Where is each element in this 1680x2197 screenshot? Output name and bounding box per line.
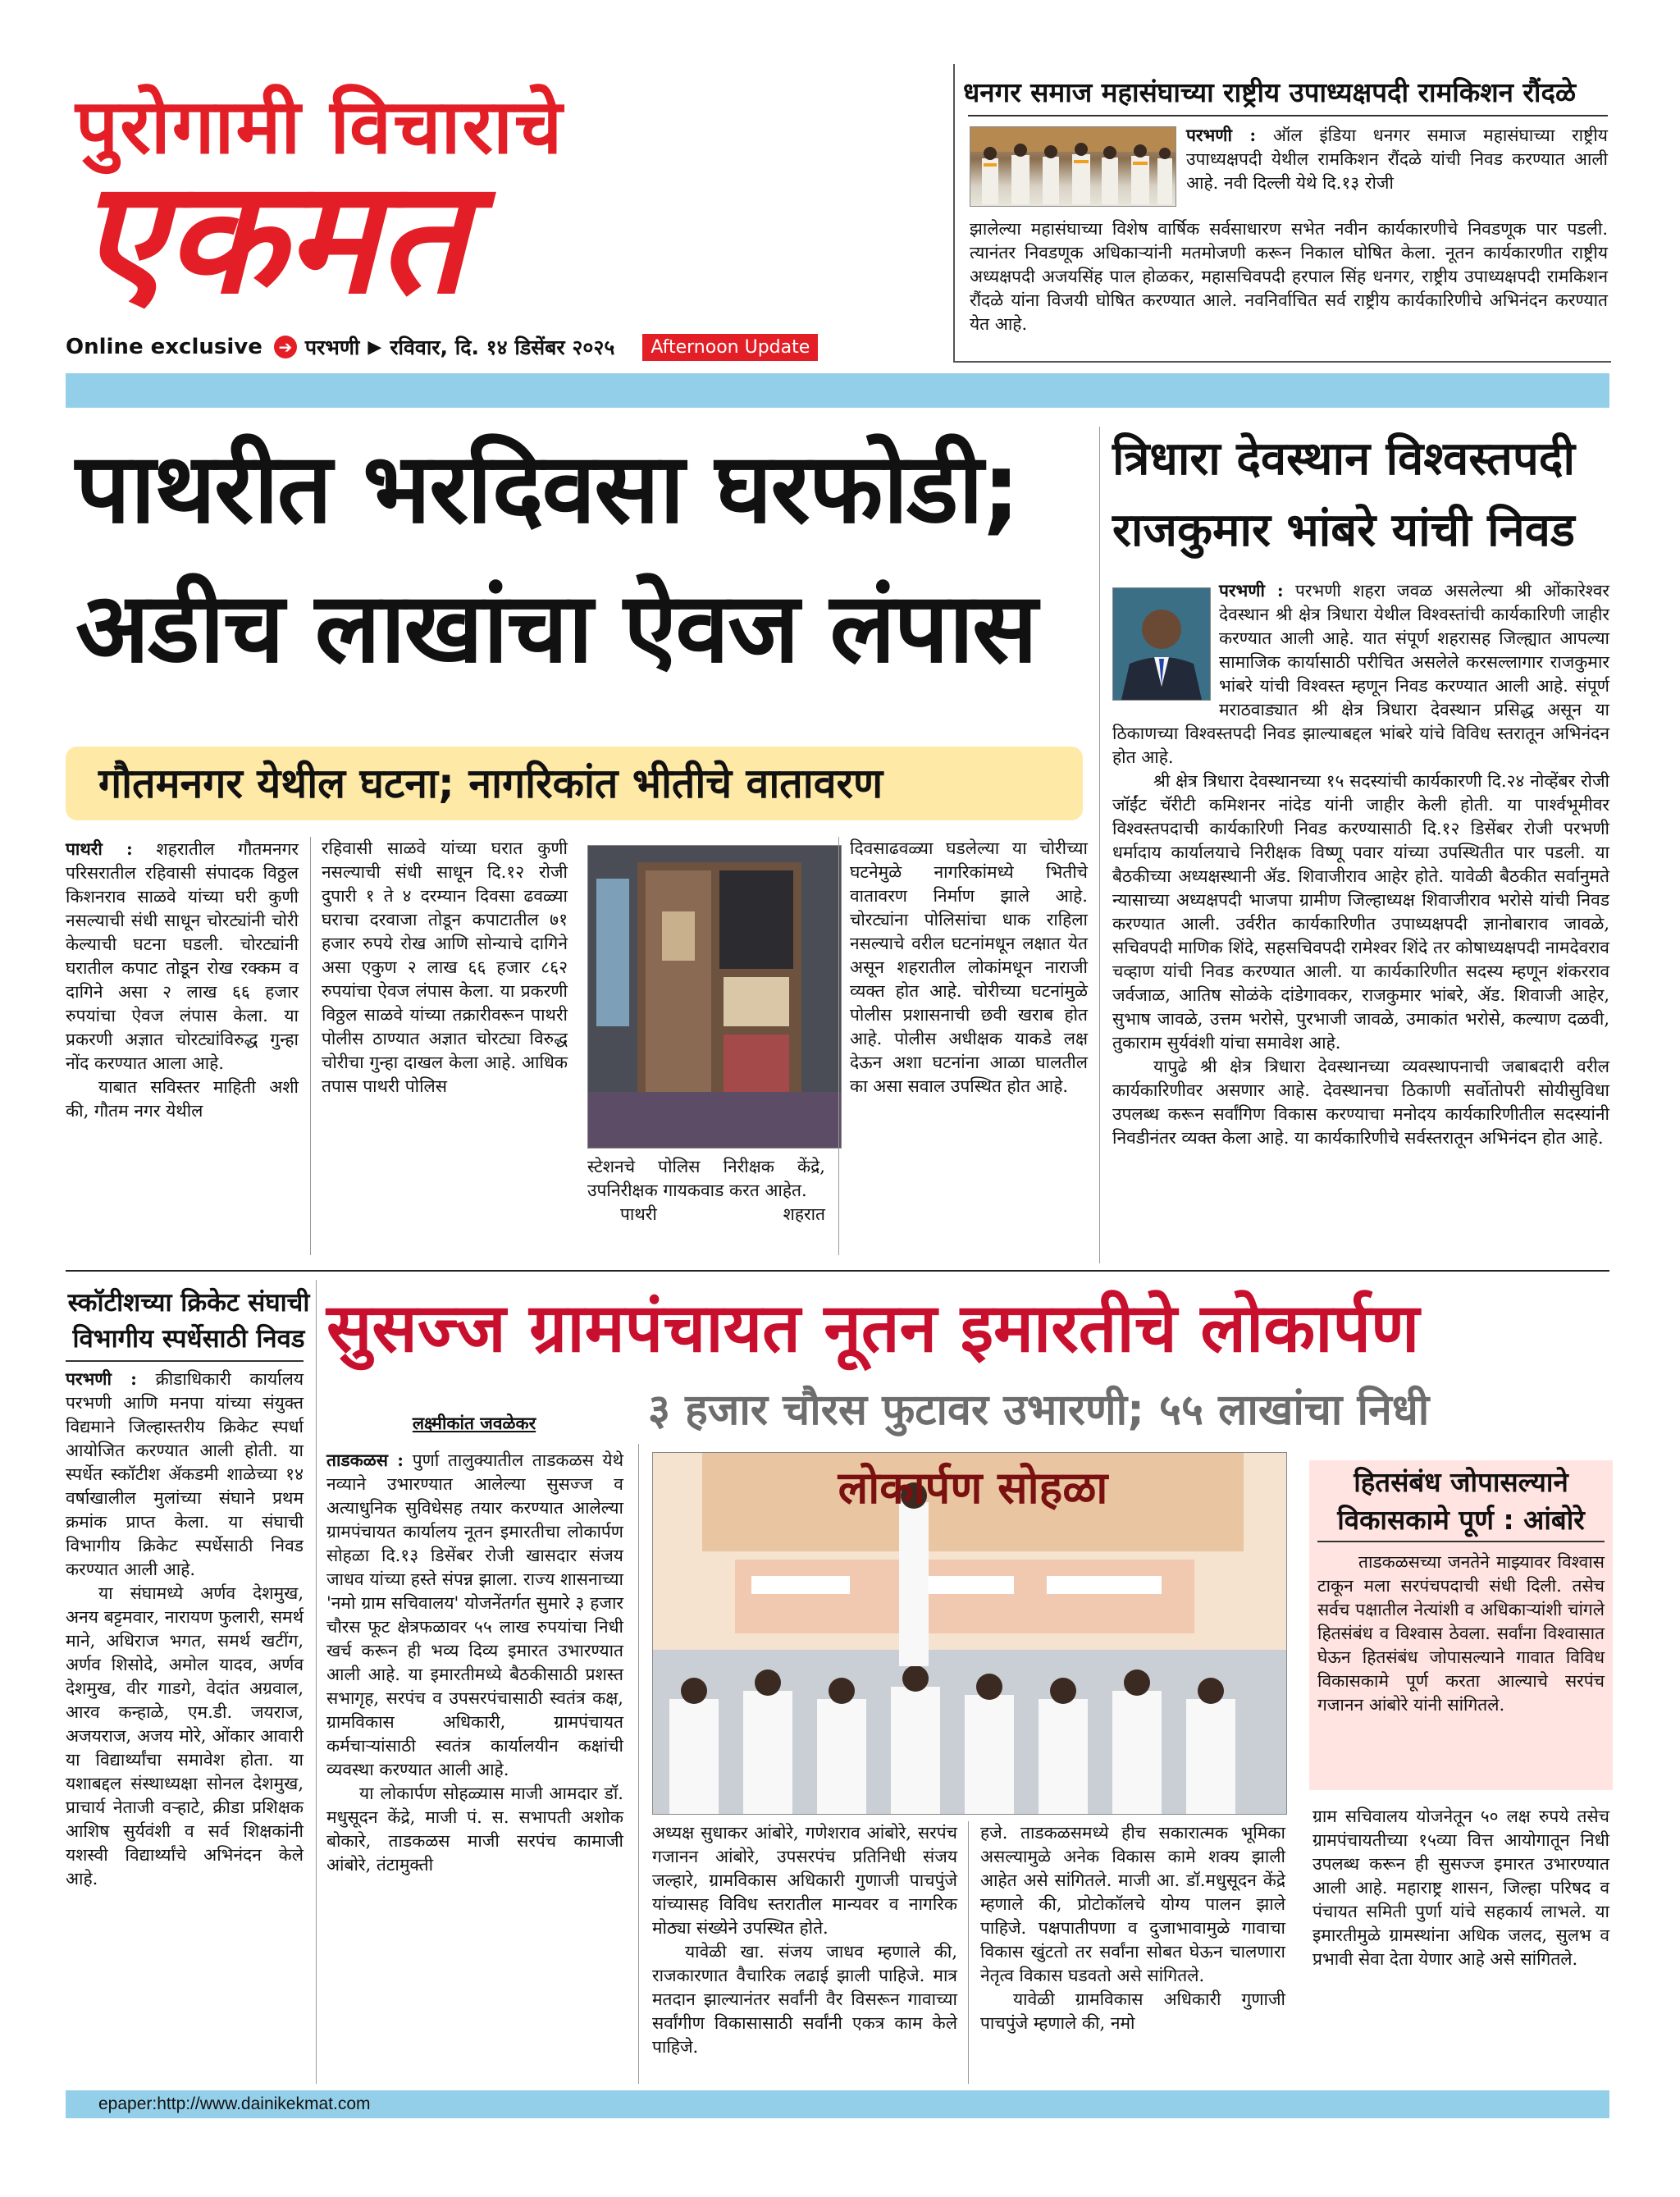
gram-col3b: यावेळी ग्रामविकास अधिकारी गुणाजी पाचपुंजे म्हणाले की, नमो — [980, 1989, 1285, 2033]
top-blue-bar — [66, 373, 1609, 408]
mid-separator — [66, 1270, 1609, 1272]
gram-headline: सुसज्ज ग्रामपंचायत नूतन इमारतीचे लोकार्पण — [326, 1290, 1420, 1368]
hit-headline — [1309, 1464, 1613, 1539]
tridhara-dateline: परभणी : — [1219, 580, 1284, 601]
cricket-body — [66, 1367, 304, 1891]
masthead-tagline: पुरोगामी विचाराचे — [75, 83, 564, 171]
main-col-4: दिवसाढवळ्या घडलेल्या या चोरीच्या घटनेमुळे नागरिकांमध्ये भितीचे वातावरण निर्माण झाले आहे. चोरट्यांना पोलिसांचा धाक राहिला नसल्याचे वरील घटनांमधून लक्षात येत असून शहरातील लोकांमधून नाराजी व्यक्त होत आहे. चोरीच्या घटनांमुळे पोलीस प्रशासनाची छवी खराब होत आहे. पोलीस अधीक्षक याकडे लक्ष देऊन अशा घटनांना आळा घालतील का असा सवाल उपस्थित होत आहे. — [850, 838, 1088, 1096]
edition-badge: Afternoon Update — [642, 334, 818, 361]
cricket-p2: या संघामध्ये अर्णव देशमुख, अनय बट्टमवार, नारायण फुलारी, समर्थ माने, अधिराज भगत, समर्थ खटींग, अर्णव शिसोदे, अमोल यादव, अर्णव देशमुख, वीर गाडगे, वेदांत अग्रवाल, आरव कन्हाळे, एम.डी. जयराज, अजयराज, अजय मोरे, ओंकार आवारी या विद्यार्थ्यांचा समावेश होता. या यशाबद्दल संस्थाध्यक्षा सोनल देशमुख, प्राचार्य नेताजी वऱ्हाटे, क्रीडा प्रशिक्षक आशिष सुर्यवंशी व सर्व शिक्षकांनी यशस्वी विद्यार्थ्यांचे अभिनंदन केले आहे. — [66, 1583, 304, 1889]
main-col1-text: शहरातील गौतमनगर परिसरातील रहिवासी संपादक विठ्ठल किशनराव साळवे यांच्या घरी कुणी नसल्याची संधी साधून चोरट्यांनी चोरी केल्याची घटना घडली. चोरट्यांनी घरातील कपाट तोडून रोख रक्कम व दागिने असा २ लाख ६६ हजार रुपयांचा ऐवज लंपास केला. या प्रकरणी अज्ञात चोरट्यांविरुद्ध गुन्हा नोंद करण्यात आला आहे. — [66, 839, 299, 1073]
tridhara-headline-1: त्रिधारा देवस्थान विश्वस्तपदी — [1112, 432, 1575, 486]
cricket-divider — [66, 1360, 304, 1362]
cricket-headline-1: स्कॉटीशच्या क्रिकेट संघाची — [67, 1288, 310, 1318]
cricket-headline-2: विभागीय स्पर्धेसाठी निवड — [72, 1324, 305, 1354]
main-col3-text: स्टेशनचे पोलिस निरीक्षक केंद्रे, उपनिरीक्षक गायकवाड करत आहेत. — [587, 1157, 825, 1200]
gram-col1-text: पुर्णा तालुक्यातील ताडकळस येथे नव्याने उभारण्यात आलेल्या सुसज्ज व अत्याधुनिक सुविधेसह तयार करण्यात आलेल्या ग्रामपंचायत कार्यालय नूतन इमारतीचा लोकार्पण सोहळा दि.१३ डिसेंबर रोजी खासदार संजय जाधव यांच्या हस्ते संपन्न झाला. राज्य शासनाच्या 'नमो ग्राम सचिवालय' योजनेंतर्गत सुमारे ३ हजार चौरस फूट क्षेत्रफळावर ५५ लाख रुपयांचा निधी खर्च करून ही भव्य दिव्य इमारत उभारण्यात आली आहे. या इमारतीमध्ये बैठकीसाठी प्रशस्त सभागृह, सरपंच व उपसरपंचासाठी स्वतंत्र कक्ष, ग्रामविकास अधिकारी, ग्रामपंचायत कर्मचाऱ्यांसाठी स्वतंत्र कार्यालयीन कक्षांची व्यवस्था करण्यात आली आहे. — [326, 1450, 624, 1779]
cricket-headline — [57, 1285, 320, 1357]
footer-epaper[interactable]: epaper:http://www.dainikekmat.com — [98, 2094, 371, 2113]
box1-body-top — [1186, 123, 1608, 195]
online-label: Online exclusive — [66, 335, 262, 359]
play-arrow-icon: ▶ — [368, 336, 382, 358]
main-headline-1: पाथरीत भरदिवसा घरफोडी; — [75, 432, 1020, 545]
cricket-p1: क्रीडाधिकारी कार्यालय परभणी आणि मनपा यांच्या संयुक्त विद्यमाने जिल्हास्तरीय क्रिकेट स्पर्धा आयोजित करण्यात आली होती. या स्पर्धेत स्कॉटीश ॲकडमी शाळेच्या १४ वर्षाखालील मुलांच्या संघाने प्रथम क्रमांक प्राप्त केला. या संघाची विभागीय क्रिकेट स्पर्धेसाठी निवड करण्यात आली आहे. — [66, 1369, 304, 1579]
tridhara-p2: श्री क्षेत्र त्रिधारा देवस्थानच्या १५ सदस्यांची कार्यकारणी दि.२४ नोव्हेंबर रोजी जॉईंट चॅरीटी कमिशनर नांदेड यांनी जाहीर केली होती. या पार्श्वभूमीवर विश्वस्तपदाची कार्यकारिणी निवड करण्यासाठी दि.१२ डिसेंबर रोजी परभणी धर्मादाय कार्यालयाचे निरीक्षक विष्णू पवार यांच्या उपस्थितीत पार पडली. या बैठकीच्या अध्यक्षस्थानी ॲड. शिवाजीराव आहेर होते. यावेळी बैठकीत सर्वानुमते न्यासाच्या अध्यक्षपदी भाजपा ग्रामीण जिल्हाध्यक्ष शिवाजीराव भरोसे यांची निवड करण्यात आली. उर्वरीत कार्यकारिणीत उपाध्यक्षपदी ज्ञानोबाराव जावळे, सचिवपदी माणिक शिंदे, सहसचिवपदी रामेश्वर शिंदे तर कोषाध्यक्षपदी नामदेवराव चव्हाण यांची निवड करण्यात आली. या कार्यकारिणीत सदस्य म्हणून शंकरराव जर्वजाळ, आतिष सोळंके दांडेगावकर, राजकुमार भांबरे, ॲड. शिवाजी आहेर, सुभाष जावळे, उत्तम भरोसे, पुरभाजी जावळे, उमाकांत भरोसे, कल्याण दळवी, तुकाराम सुर्यवंशी यांचा समावेश आहे. — [1112, 771, 1609, 1053]
broken-cupboard-photo — [587, 845, 842, 1149]
award-photo-graphic — [970, 127, 1176, 206]
hit-divider — [1317, 1541, 1605, 1542]
cricket-dateline: परभणी : — [66, 1368, 137, 1389]
photo-spacer — [1112, 578, 1219, 701]
gram-col1b: या लोकार्पण सोहळ्यास माजी आमदार डॉ. मधुसूदन केंद्रे, माजी पं. स. सभापती अशोक बोकारे, ताडकळस माजी सरपंच कामाजी आंबोरे, तंटामुक्ती — [326, 1784, 623, 1875]
main-col-3 — [587, 1155, 825, 1226]
footer-bar — [66, 2090, 1609, 2118]
tridhara-p1-text: परभणी शहरा जवळ असलेल्या श्री ओंकारेश्वर देवस्थान श्री क्षेत्र त्रिधारा येथील विश्वस्तांची कार्यकारिणी जाहीर करण्यात आली आहे. यात संपूर्ण शहरासह जिल्ह्यात आपल्या सामाजिक कार्यासाठी परीचित असलेले करसल्लागार राजकुमार भांबरे यांची विश्वस्त म्हणून निवड करण्यात आली आहे. संपूर्ण मराठवाड्यात श्री क्षेत्र त्रिधारा देवस्थान प्रसिद्ध असून या ठिकाणच्या विश्वस्तपदी निवड झाल्याबद्दल भांबरे यांचे विविध स्तरातून अभिनंदन होत आहे. — [1112, 581, 1610, 767]
tridhara-headline-2: राजकुमार भांबरे यांची निवड — [1112, 504, 1575, 557]
gram-dateline: ताडकळस : — [326, 1450, 404, 1470]
event-banner: लोकार्पण सोहळा — [838, 1462, 1108, 1514]
box1-body-bottom: झालेल्या महासंघाच्या विशेष वार्षिक सर्वसाधारण सभेत नवीन कार्यकारणीचे निवडणूक पार पडली. त्यानंतर निवडणूक अधिकाऱ्यांनी मतमोजणी करून निकाल घोषित केला. नूतन कार्यकारणीत राष्ट्रीय अध्यक्षपदी अजयसिंह पाल होळकर, महासचिवपदी हरपाल सिंह धनगर, राष्ट्रीय उपाध्यक्षपदी रामकिशन रौंदळे यांना विजयी घोषित करण्यात आले. नवनिर्वाचित सर्व राष्ट्रीय कार्यकारिणीचे अभिनंदन करण्यात येत आहे. — [970, 219, 1608, 334]
main-col-1 — [66, 837, 299, 1123]
col-rule — [968, 1821, 969, 2084]
gram-col-1 — [326, 1448, 623, 1877]
gram-col-3 — [980, 1821, 1285, 2035]
box1-dateline: परभणी : — [1186, 125, 1257, 145]
col-rule — [310, 837, 311, 1255]
box1-headline: धनगर समाज महासंघाच्या राष्ट्रीय उपाध्यक्षपदी रामकिशन रौंदळे — [963, 76, 1577, 108]
box1-body1: ऑल इंडिया धनगर समाज महासंघाच्या राष्ट्रीय उपाध्यक्षपदी येथील रामकिशन रौंदळे यांची निवड करण्यात आली आहे. नवी दिल्ली येथे दि.१३ रोजी — [1186, 126, 1608, 193]
gram-col2b: यावेळी खा. संजय जाधव म्हणाले की, राजकारणात वैचारिक लढाई झाली पाहिजे. मात्र मतदान झाल्यानंतर सर्वांनी वैर विसरून गावाच्या सर्वांगीण विकासासाठी सर्वांनी एकत्र काम केले पाहिजे. — [652, 1942, 957, 2057]
gram-col-2 — [652, 1821, 957, 2059]
main-col1b-text: याबात सविस्तर माहिती अशी की, गौतम नगर येथील — [66, 1077, 299, 1121]
masthead-title: एकमत — [79, 147, 467, 328]
hit-headline-2: विकासकामे पूर्ण : आंबोरे — [1337, 1504, 1585, 1536]
col-rule — [838, 837, 839, 1255]
col-rule — [316, 1280, 317, 2084]
gram-col2: अध्यक्ष सुधाकर आंबोरे, गणेशराव आंबोरे, सरपंच गजानन आंबोरे, उपसरपंच प्रतिनिधी संजय जल्हारे, ग्रामविकास अधिकारी गुणाजी पाचपुंजे यांच्यासह विविध स्तरातील मान्यवर व नागरिक मोठ्या संख्येने उपस्थित होते. — [652, 1823, 957, 1938]
main-headline-2: अडीच लाखांचा ऐवज लंपास — [75, 571, 1036, 684]
event-photo — [652, 1452, 1287, 1815]
award-photo — [970, 126, 1176, 207]
date-label: रविवार, दि. १४ डिसेंबर २०२५ — [390, 336, 615, 359]
city-label: परभणी — [304, 336, 360, 359]
main-col-2: रहिवासी साळवे यांच्या घरात कुणी नसल्याची संधी साधून दि.१२ रोजी दुपारी १ ते ४ दरम्यान दिवसा ढवळ्या घराचा दरवाजा तोडून कपाटातील ७१ हजार रुपये रोख आणि सोन्याचे दागिने असा एकुण २ लाख ६६ हजार ८६२ रुपयांचा ऐवज लंपास केला. या प्रकरणी विठ्ठल साळवे यांच्या तक्रारीवरून पाथरी पोलीस ठाण्यात अज्ञात चोरट्या विरुद्ध चोरीचा गुन्हा दाखल केला आहे. आधिक तपास पाथरी पोलिस — [322, 838, 568, 1096]
main-col3b-right: शहरात — [783, 1204, 825, 1224]
tridhara-p1 — [1112, 578, 1609, 1150]
hit-p2: ग्राम सचिवालय योजनेतून ५० लक्ष रुपये तसेच ग्रामपंचायतीच्या १५व्या वित्त आयोगातून निधी उपलब्ध करून ही सुसज्ज इमारत उभारण्यात आली आहे. महाराष्ट्र शासन, जिल्हा परिषद व पंचायत समिती पुर्णा यांचे सहकार्य लाभले. या इमारतीमुळे ग्रामस्थांना अधिक जलद, सुलभ व प्रभावी सेवा देता येणार आहे असे सांगितले. — [1312, 1806, 1609, 1969]
col-rule — [638, 1444, 639, 2084]
hit-headline-1: हितसंबंध जोपासल्याने — [1354, 1466, 1568, 1498]
main-col3b — [587, 1203, 825, 1226]
box1-divider — [968, 115, 1608, 116]
masthead-info-row — [66, 331, 935, 363]
tridhara-p3: यापुढे श्री क्षेत्र त्रिधारा देवस्थानच्या व्यवस्थापनाची जबाबदारी वरील कार्यकारिणीवर असणार आहे. देवस्थानचा ठिकाणी सर्वोतोपरी सोयीसुविधा उपलब्ध करून सर्वांगिण विकास करण्याचा मनोदय कार्यकारिणीतील सदस्यांनी निवडीनंतर व्यक्त केला आहे. या कार्यकारिणीचे सर्वस्तरातून अभिनंदन होत आहे. — [1112, 1057, 1609, 1148]
arrow-circle-icon: ➔ — [274, 336, 297, 359]
main-subhead: गौतमनगर येथील घटना; नागरिकांत भीतीचे वातावरण — [66, 747, 1083, 820]
gram-byline: लक्ष्मीकांत जवळेकर — [412, 1413, 536, 1433]
gram-subhead: ३ हजार चौरस फुटावर उभारणी; ५५ लाखांचा निधी — [648, 1386, 1430, 1435]
gram-col3: हजे. ताडकळसमध्ये हीच सकारात्मक भूमिका असल्यामुळे अनेक विकास कामे शक्य झाली आहेत असे सांगितले. माजी आ. डॉ.मधुसूदन केंद्रे म्हणाले की, प्रोटोकॉलचे योग्य पालन झाले पाहिजे. पक्षपातीपणा व दुजाभावामुळे गावाचा विकास खुंटतो तर सर्वांना सोबत घेऊन चालणारा नेतृत्व विकास घडवतो असे सांगितले. — [980, 1823, 1285, 1985]
cupboard-graphic — [588, 846, 841, 1148]
main-col3b-left: पाथरी — [620, 1204, 657, 1224]
main-dateline: पाथरी : — [66, 838, 133, 859]
hit-p1: ताडकळसच्या जनतेने माझ्यावर विश्वास टाकून मला सरपंचपदाची संधी दिली. तसेच सर्वच पक्षातील नेत्यांशी व अधिकाऱ्यांशी चांगले हितसंबंध व विश्वास ठेवला. सर्वांना विश्वासात घेऊन हितसंबंध जोपासल्याने गावात विविध विकासकामे पूर्ण करता आल्याचे सरपंच गजानन आंबोरे यांनी सांगितले. — [1317, 1552, 1605, 1715]
tridhara-rule — [1099, 427, 1100, 1263]
